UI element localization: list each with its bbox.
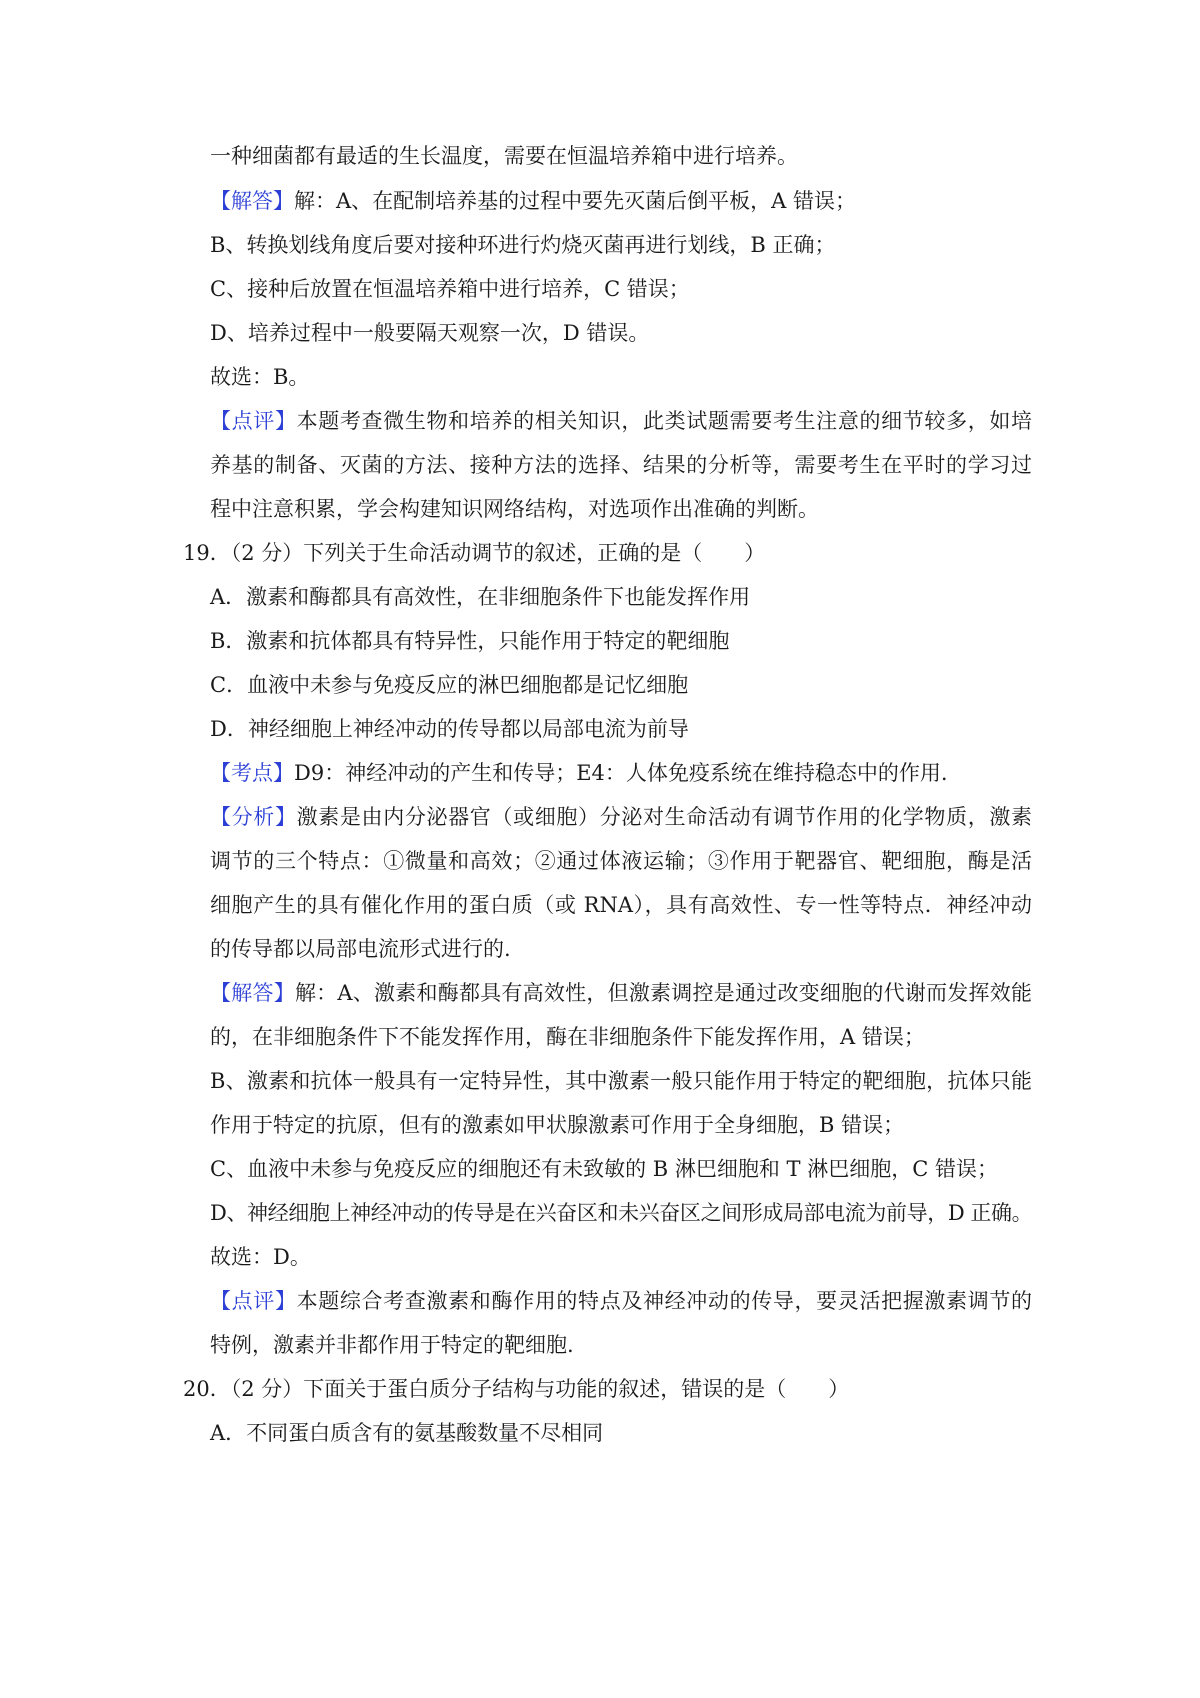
question-19-answer-2: 的，在非细胞条件下不能发挥作用，酶在非细胞条件下能发挥作用，A 错误； xyxy=(210,1025,925,1049)
prev-answer-b: B、转换划线角度后要对接种环进行灼烧灭菌再进行划线，B 正确； xyxy=(210,233,836,257)
comment-tag: 【点评】 xyxy=(210,1289,297,1313)
prev-answer-c: C、接种后放置在恒温培养箱中进行培养，C 错误； xyxy=(210,277,690,301)
question-19-point xyxy=(210,759,948,787)
comment-text-1: 本题综合考查激素和酶作用的特点及神经冲动的传导，要灵活把握激素调节的 xyxy=(296,1289,1033,1313)
point-text: D9：神经冲动的产生和传导；E4：人体免疫系统在维持稳态中的作用. xyxy=(294,761,948,785)
question-20-option-a: A．不同蛋白质含有的氨基酸数量不尽相同 xyxy=(210,1421,604,1445)
prev-comment-line-1 xyxy=(210,407,1032,435)
question-19-comment-1 xyxy=(210,1287,1032,1315)
prev-choose: 故选：B。 xyxy=(210,365,310,389)
question-19-analysis-4: 的传导都以局部电流形式进行的. xyxy=(210,937,511,961)
question-19-option-d: D．神经细胞上神经冲动的传导都以局部电流为前导 xyxy=(210,717,689,741)
question-19-answer-1 xyxy=(210,979,1032,1007)
question-19-answer-6: D、神经细胞上神经冲动的传导是在兴奋区和未兴奋区之间形成局部电流为前导，D 正确。 xyxy=(210,1201,1032,1225)
question-20-stem: 20．（2 分）下面关于蛋白质分子结构与功能的叙述，错误的是（ ） xyxy=(183,1377,850,1401)
answer-text: 解：A、在配制培养基的过程中要先灭菌后倒平板，A 错误； xyxy=(294,189,857,213)
question-19-option-a: A．激素和酶都具有高效性，在非细胞条件下也能发挥作用 xyxy=(210,585,751,609)
question-19-analysis-3: 细胞产生的具有催化作用的蛋白质（或 RNA），具有高效性、专一性等特点．神经冲动 xyxy=(210,893,1032,917)
question-19-option-c: C．血液中未参与免疫反应的淋巴细胞都是记忆细胞 xyxy=(210,673,689,697)
question-19-analysis-2: 调节的三个特点：①微量和高效；②通过体液运输；③作用于靶器官、靶细胞，酶是活 xyxy=(210,849,1032,873)
prev-answer-d: D、培养过程中一般要隔天观察一次，D 错误。 xyxy=(210,321,650,345)
analysis-tag: 【分析】 xyxy=(210,805,297,829)
question-19-answer-4: 作用于特定的抗原，但有的激素如甲状腺激素可作用于全身细胞，B 错误； xyxy=(210,1113,905,1137)
question-19-choose: 故选：D。 xyxy=(210,1245,311,1269)
question-19-analysis-1 xyxy=(210,803,1032,831)
question-19-comment-2: 特例，激素并非都作用于特定的靶细胞. xyxy=(210,1333,574,1357)
prev-comment-line-2: 养基的制备、灭菌的方法、接种方法的选择、结果的分析等，需要考生在平时的学习过 xyxy=(210,453,1032,477)
comment-tag: 【点评】 xyxy=(210,409,297,433)
prev-analysis-tail: 一种细菌都有最适的生长温度，需要在恒温培养箱中进行培养。 xyxy=(210,144,798,168)
point-tag: 【考点】 xyxy=(210,761,294,785)
comment-text-1: 本题考查微生物和培养的相关知识，此类试题需要考生注意的细节较多，如培 xyxy=(296,409,1033,433)
analysis-text-1: 激素是由内分泌器官（或细胞）分泌对生命活动有调节作用的化学物质，激素 xyxy=(296,805,1033,829)
question-19-answer-5: C、血液中未参与免疫反应的细胞还有未致敏的 B 淋巴细胞和 T 淋巴细胞，C 错误； xyxy=(210,1157,998,1181)
prev-answer-line xyxy=(210,187,856,215)
prev-comment-line-3: 程中注意积累，学会构建知识网络结构，对选项作出准确的判断。 xyxy=(210,497,819,521)
question-19-option-b: B．激素和抗体都具有特异性，只能作用于特定的靶细胞 xyxy=(210,629,730,653)
question-19-answer-3: B、激素和抗体一般具有一定特异性，其中激素一般只能作用于特定的靶细胞，抗体只能 xyxy=(210,1069,1032,1093)
answer-tag: 【解答】 xyxy=(210,981,295,1005)
answer-tag: 【解答】 xyxy=(210,189,294,213)
answer-text-1: 解：A、激素和酶都具有高效性，但激素调控是通过改变细胞的代谢而发挥效能 xyxy=(294,981,1032,1005)
question-19-stem: 19．（2 分）下列关于生命活动调节的叙述，正确的是（ ） xyxy=(183,541,766,565)
